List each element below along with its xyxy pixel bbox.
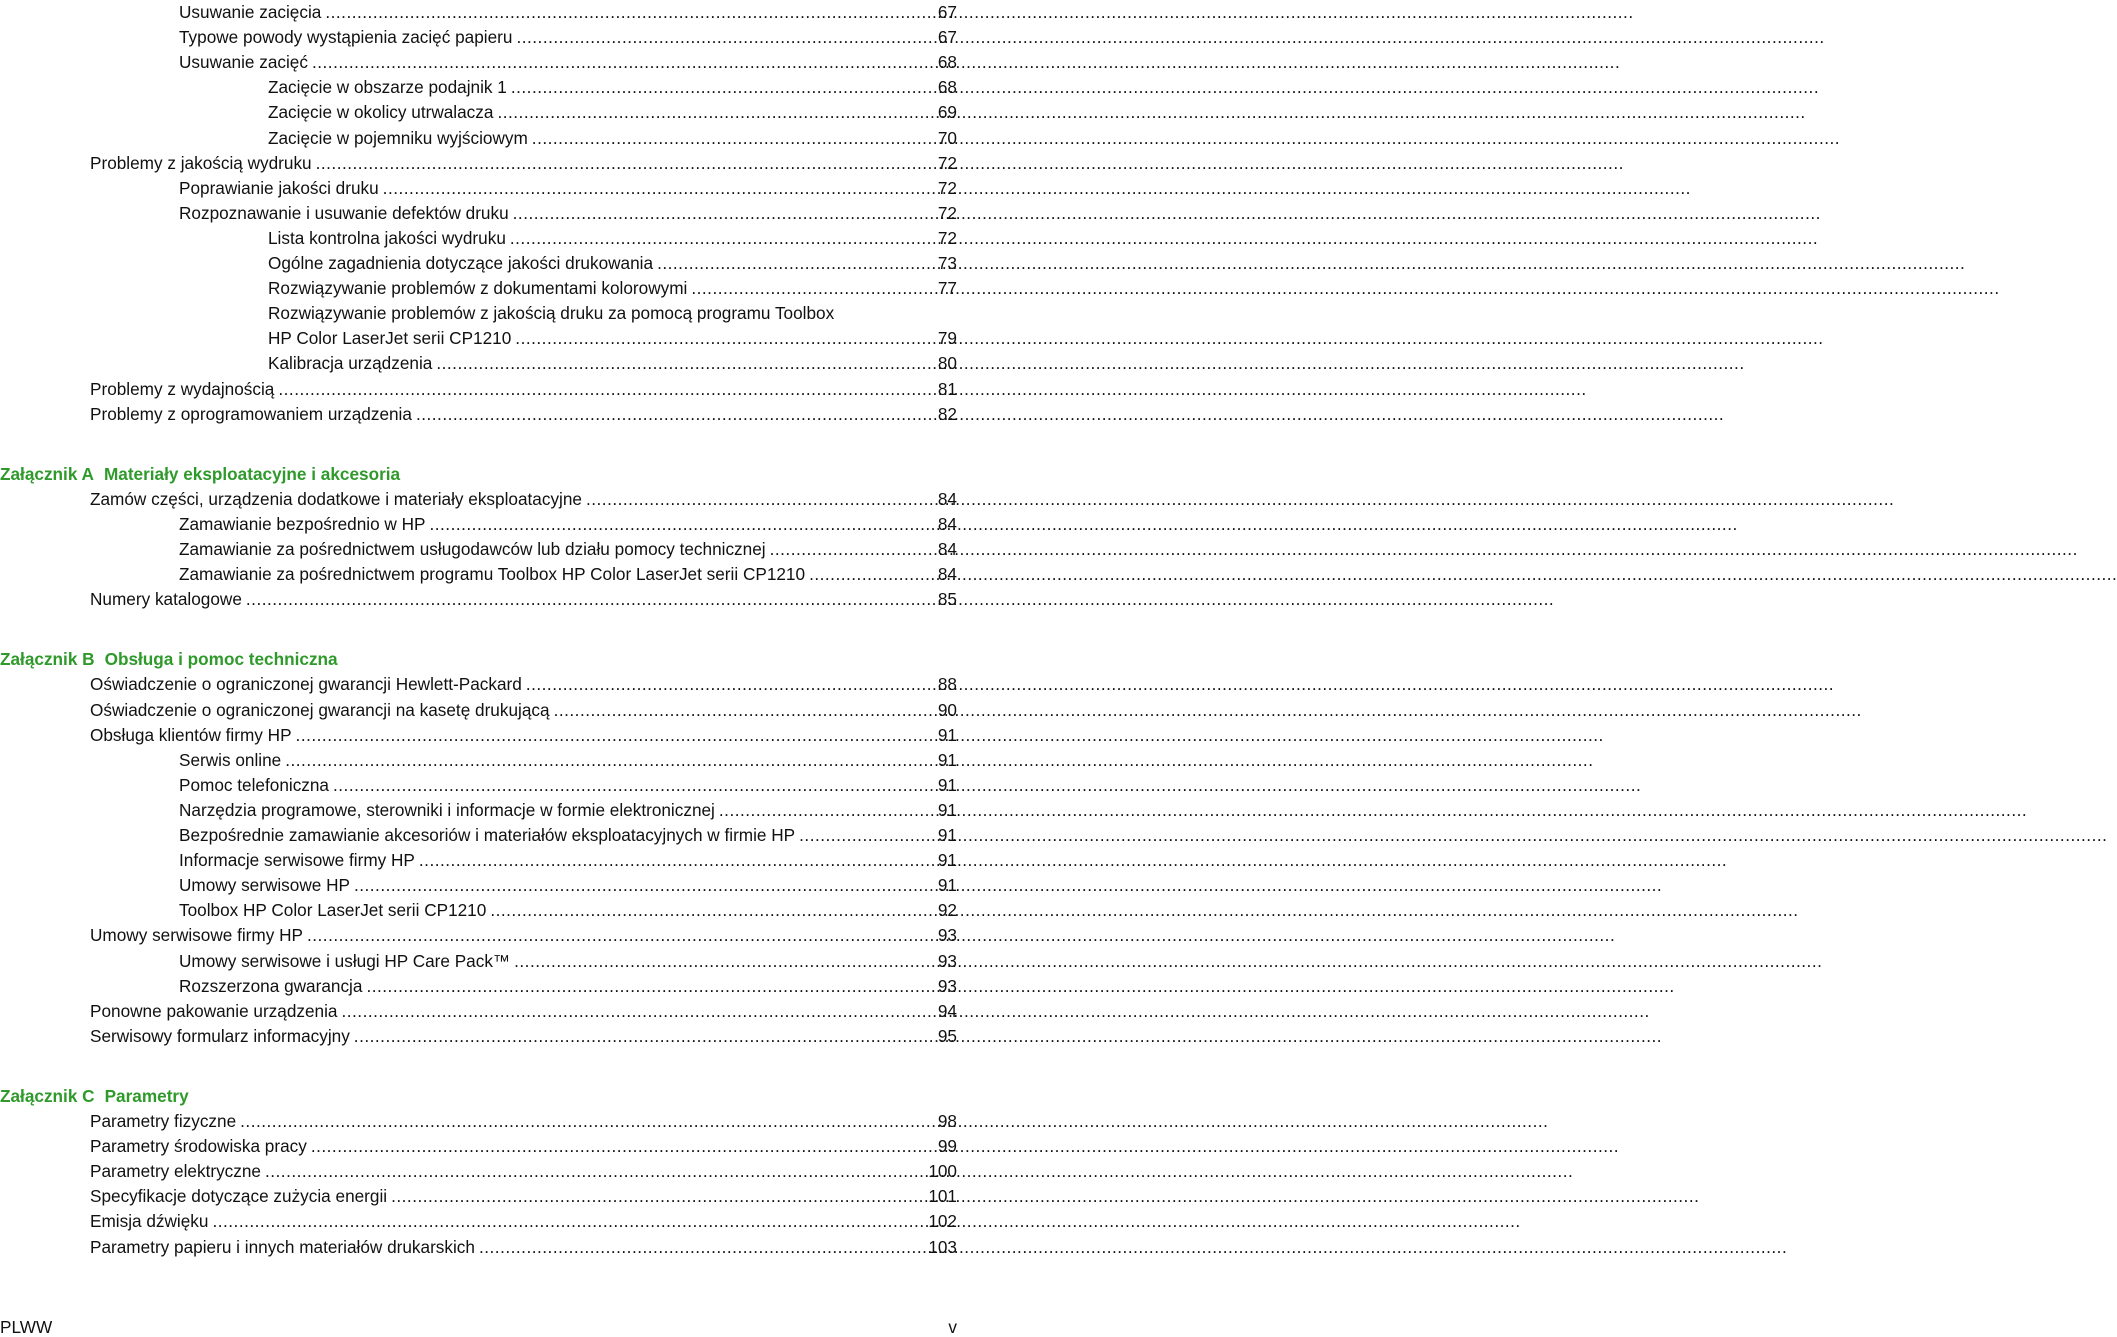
toc-entry-page: 80 bbox=[937, 353, 957, 374]
appendix-heading[interactable] bbox=[0, 647, 338, 672]
toc-entry-title: Parametry środowiska pracy bbox=[90, 1136, 307, 1157]
footer-page-number: v bbox=[948, 1317, 957, 1337]
toc-entry-title-continuation: HP Color LaserJet serii CP1210 bbox=[268, 328, 512, 349]
dot-leader bbox=[333, 773, 934, 798]
toc-entry-page: 81 bbox=[937, 378, 957, 399]
toc-entry-title: Rozwiązywanie problemów z dokumentami kolorowymi bbox=[268, 278, 688, 299]
footer-language-code: PLWW bbox=[0, 1317, 53, 1337]
toc-entry[interactable] bbox=[90, 698, 957, 723]
toc-entry-title: Rozwiązywanie problemów z jakością druku za pomocą programu Toolbox bbox=[268, 303, 835, 324]
toc-entry-page: 93 bbox=[937, 975, 957, 996]
dot-leader bbox=[719, 798, 934, 823]
toc-entry[interactable] bbox=[268, 100, 957, 125]
dot-leader bbox=[515, 326, 934, 351]
toc-entry-title: Problemy z wydajnością bbox=[90, 378, 275, 399]
toc-entry[interactable] bbox=[179, 974, 957, 999]
toc-entry-page: 103 bbox=[928, 1236, 957, 1257]
dot-leader bbox=[312, 50, 934, 75]
toc-entry-page: 70 bbox=[937, 127, 957, 148]
toc-entry-page: 73 bbox=[937, 253, 957, 273]
dot-leader bbox=[307, 923, 934, 948]
toc-entry[interactable] bbox=[90, 723, 957, 748]
toc-entry-title: Ogólne zagadnienia dotyczące jakości drukowania bbox=[268, 253, 654, 273]
toc-entry-title: Ponowne pakowanie urządzenia bbox=[90, 1000, 338, 1021]
toc-entry-page: 72 bbox=[937, 152, 957, 173]
toc-entry-title: Kalibracja urządzenia bbox=[268, 353, 433, 374]
toc-entry-page: 84 bbox=[937, 488, 957, 509]
toc-entry-page: 91 bbox=[937, 825, 957, 845]
toc-entry[interactable] bbox=[179, 823, 957, 848]
toc-entry-title: Usuwanie zacięć bbox=[179, 52, 308, 73]
toc-entry-page: 77 bbox=[937, 278, 957, 299]
toc-entry-page: 72 bbox=[937, 202, 957, 223]
appendix-label: Załącznik A bbox=[0, 463, 94, 484]
toc-entry-page: 84 bbox=[937, 539, 957, 559]
dot-leader bbox=[770, 537, 934, 562]
toc-entry-title: Parametry fizyczne bbox=[90, 1111, 237, 1131]
toc-entry-title: Zamawianie bezpośrednio w HP bbox=[179, 513, 426, 534]
dot-leader bbox=[436, 351, 934, 376]
toc-entry-title: Emisja dźwięku bbox=[90, 1211, 209, 1232]
toc-entry-page: 84 bbox=[937, 513, 957, 534]
toc-entry[interactable] bbox=[90, 402, 957, 427]
toc-entry[interactable] bbox=[179, 512, 957, 537]
toc-entry-page: 94 bbox=[937, 1000, 957, 1021]
toc-entry[interactable] bbox=[179, 898, 957, 923]
dot-leader bbox=[296, 723, 934, 748]
toc-entry-title: Zacięcie w okolicy utrwalacza bbox=[268, 102, 494, 123]
dot-leader bbox=[799, 823, 934, 848]
toc-entry-title: Obsługa klientów firmy HP bbox=[90, 724, 292, 745]
dot-leader bbox=[554, 698, 934, 723]
toc-entry-page: 79 bbox=[937, 328, 957, 349]
dot-leader bbox=[311, 1134, 934, 1159]
appendix-label: Załącznik C bbox=[0, 1085, 95, 1106]
toc-entry-page: 69 bbox=[937, 102, 957, 123]
dot-leader bbox=[809, 562, 934, 587]
toc-entry-page: 72 bbox=[937, 177, 957, 198]
dot-leader bbox=[691, 276, 934, 301]
toc-entry-title: Umowy serwisowe i usługi HP Care Pack™ bbox=[179, 950, 511, 971]
toc-entry[interactable] bbox=[268, 276, 957, 301]
toc-entry-page: 72 bbox=[937, 227, 957, 248]
dot-leader bbox=[514, 949, 934, 974]
toc-entry[interactable] bbox=[179, 873, 957, 898]
dot-leader bbox=[391, 1184, 924, 1209]
toc-entry-title: Parametry elektryczne bbox=[90, 1161, 261, 1182]
toc-entry-title: Umowy serwisowe firmy HP bbox=[90, 925, 303, 946]
toc-entry[interactable] bbox=[268, 351, 957, 376]
toc-entry[interactable] bbox=[179, 176, 957, 201]
dot-leader bbox=[278, 377, 934, 402]
dot-leader bbox=[532, 126, 934, 151]
toc-entry-page: 91 bbox=[937, 774, 957, 795]
toc-entry[interactable] bbox=[90, 1159, 957, 1184]
toc-entry-title: Toolbox HP Color LaserJet serii CP1210 bbox=[179, 900, 487, 921]
toc-entry[interactable] bbox=[179, 773, 957, 798]
toc-entry-page: 92 bbox=[937, 900, 957, 921]
toc-entry-title: Rozpoznawanie i usuwanie defektów druku bbox=[179, 202, 509, 223]
dot-leader bbox=[246, 587, 934, 612]
dot-leader bbox=[513, 201, 934, 226]
toc-entry[interactable] bbox=[268, 75, 957, 100]
toc-entry[interactable] bbox=[90, 923, 957, 948]
toc-entry-title: Oświadczenie o ograniczonej gwarancji na kasetę drukującą bbox=[90, 699, 550, 720]
toc-entry-page: 84 bbox=[937, 564, 957, 585]
dot-leader bbox=[657, 251, 934, 276]
toc-entry-title: Poprawianie jakości druku bbox=[179, 177, 379, 198]
toc-entry-continuation[interactable] bbox=[268, 326, 957, 351]
toc-entry-title: Zamawianie za pośrednictwem programu Toolbox HP Color LaserJet serii CP1210 bbox=[179, 564, 806, 585]
toc-entry[interactable] bbox=[90, 1209, 957, 1234]
toc-entry[interactable] bbox=[90, 1235, 957, 1260]
dot-leader bbox=[516, 25, 933, 50]
dot-leader bbox=[510, 226, 934, 251]
toc-entry-title: Usuwanie zacięcia bbox=[179, 2, 322, 22]
toc-entry-page: 91 bbox=[937, 724, 957, 745]
toc-entry[interactable] bbox=[179, 25, 957, 50]
toc-entry-title: Zacięcie w pojemniku wyjściowym bbox=[268, 127, 528, 148]
toc-entry-title: Bezpośrednie zamawianie akcesoriów i materiałów eksploatacyjnych w firmie HP bbox=[179, 825, 796, 845]
toc-entry[interactable] bbox=[179, 848, 957, 873]
toc-entry-page: 100 bbox=[928, 1161, 957, 1182]
toc-entry[interactable] bbox=[179, 949, 957, 974]
dot-leader bbox=[265, 1159, 924, 1184]
toc-entry-title: Zamów części, urządzenia dodatkowe i materiały eksploatacyjne bbox=[90, 488, 582, 509]
toc-entry-page: 67 bbox=[937, 27, 957, 48]
toc-entry-page: 93 bbox=[937, 950, 957, 971]
toc-entry[interactable] bbox=[179, 201, 957, 226]
toc-entry-title: Informacje serwisowe firmy HP bbox=[179, 850, 415, 871]
toc-entry-page: 68 bbox=[937, 77, 957, 98]
toc-entry[interactable] bbox=[179, 537, 957, 562]
toc-entry[interactable] bbox=[268, 301, 957, 326]
toc-entry-title: Serwis online bbox=[179, 749, 282, 770]
toc-entry-title: Zamawianie za pośrednictwem usługodawców lub działu pomocy technicznej bbox=[179, 539, 766, 559]
toc-entry-title: Parametry papieru i innych materiałów drukarskich bbox=[90, 1236, 475, 1257]
appendix-heading[interactable] bbox=[0, 462, 400, 487]
dot-leader bbox=[526, 672, 934, 697]
dot-leader bbox=[240, 1109, 934, 1134]
dot-leader bbox=[479, 1235, 924, 1260]
dot-leader bbox=[354, 1024, 934, 1049]
toc-entry-title: Specyfikacje dotyczące zużycia energii bbox=[90, 1186, 388, 1207]
appendix-label: Załącznik B bbox=[0, 649, 95, 670]
toc-entry-title: Lista kontrolna jakości wydruku bbox=[268, 227, 506, 248]
dot-leader bbox=[366, 974, 933, 999]
toc-entry[interactable] bbox=[268, 126, 957, 151]
toc-entry-page: 102 bbox=[928, 1211, 957, 1232]
toc-entry[interactable] bbox=[90, 999, 957, 1024]
toc-entry-title: Typowe powody wystąpienia zacięć papieru bbox=[179, 27, 513, 48]
toc-entry-page: 91 bbox=[937, 875, 957, 896]
toc-entry[interactable] bbox=[90, 377, 957, 402]
dot-leader bbox=[354, 873, 934, 898]
toc-entry[interactable] bbox=[179, 0, 957, 25]
toc-entry-title: Problemy z jakością wydruku bbox=[90, 152, 312, 173]
dot-leader bbox=[383, 176, 934, 201]
toc-entry[interactable] bbox=[268, 251, 957, 276]
toc-entry-page: 90 bbox=[937, 699, 957, 720]
toc-entry-page: 93 bbox=[937, 925, 957, 946]
toc-entry-page: 95 bbox=[937, 1025, 957, 1046]
toc-entry-page: 82 bbox=[937, 403, 957, 424]
dot-leader bbox=[429, 512, 933, 537]
toc-entry[interactable] bbox=[179, 562, 957, 587]
toc-entry[interactable] bbox=[90, 1184, 957, 1209]
toc-entry-page: 91 bbox=[937, 850, 957, 871]
appendix-title: Parametry bbox=[104, 1085, 189, 1106]
toc-entry-page: 91 bbox=[937, 799, 957, 820]
appendix-title: Obsługa i pomoc techniczna bbox=[104, 649, 338, 670]
dot-leader bbox=[341, 999, 933, 1024]
toc-entry-title: Numery katalogowe bbox=[90, 589, 242, 610]
toc-entry[interactable] bbox=[90, 1024, 957, 1049]
dot-leader bbox=[497, 100, 933, 125]
dot-leader bbox=[511, 75, 934, 100]
toc-entry[interactable] bbox=[90, 1134, 957, 1159]
toc-entry[interactable] bbox=[90, 587, 957, 612]
toc-entry-page: 85 bbox=[937, 589, 957, 610]
toc-entry-title: Rozszerzona gwarancja bbox=[179, 975, 363, 996]
dot-leader bbox=[416, 402, 934, 427]
dot-leader bbox=[419, 848, 934, 873]
toc-entry-page: 88 bbox=[937, 674, 957, 695]
toc-entry-page: 101 bbox=[928, 1186, 957, 1207]
appendix-title: Materiały eksploatacyjne i akcesoria bbox=[103, 463, 401, 484]
toc-entry-title: Zacięcie w obszarze podajnik 1 bbox=[268, 77, 507, 98]
toc-entry[interactable] bbox=[90, 151, 957, 176]
toc-entry-page: 67 bbox=[937, 2, 957, 22]
dot-leader bbox=[586, 487, 934, 512]
toc-entry-title: Serwisowy formularz informacyjny bbox=[90, 1025, 350, 1046]
toc-entry[interactable] bbox=[90, 672, 957, 697]
toc-entry[interactable] bbox=[90, 487, 957, 512]
dot-leader bbox=[490, 898, 934, 923]
dot-leader bbox=[285, 748, 934, 773]
toc-entry-page: 98 bbox=[937, 1111, 957, 1131]
dot-leader bbox=[316, 151, 934, 176]
toc-entry-title: Problemy z oprogramowaniem urządzenia bbox=[90, 403, 412, 424]
toc-entry-page: 99 bbox=[937, 1136, 957, 1157]
toc-entry[interactable] bbox=[268, 226, 957, 251]
toc-entry[interactable] bbox=[90, 1109, 957, 1134]
appendix-heading[interactable] bbox=[0, 1084, 189, 1109]
toc-entry[interactable] bbox=[179, 798, 957, 823]
toc-entry-title: Narzędzia programowe, sterowniki i informacje w formie elektronicznej bbox=[179, 799, 715, 820]
dot-leader bbox=[212, 1209, 924, 1234]
toc-entry-title: Pomoc telefoniczna bbox=[179, 774, 329, 795]
toc-entry-title: Oświadczenie o ograniczonej gwarancji Hewlett-Packard bbox=[90, 674, 522, 695]
toc-entry[interactable] bbox=[179, 748, 957, 773]
toc-entry-page: 68 bbox=[937, 52, 957, 73]
dot-leader bbox=[325, 0, 934, 25]
toc-entry-page: 91 bbox=[937, 749, 957, 770]
toc-entry-title: Umowy serwisowe HP bbox=[179, 875, 350, 896]
toc-entry[interactable] bbox=[179, 50, 957, 75]
